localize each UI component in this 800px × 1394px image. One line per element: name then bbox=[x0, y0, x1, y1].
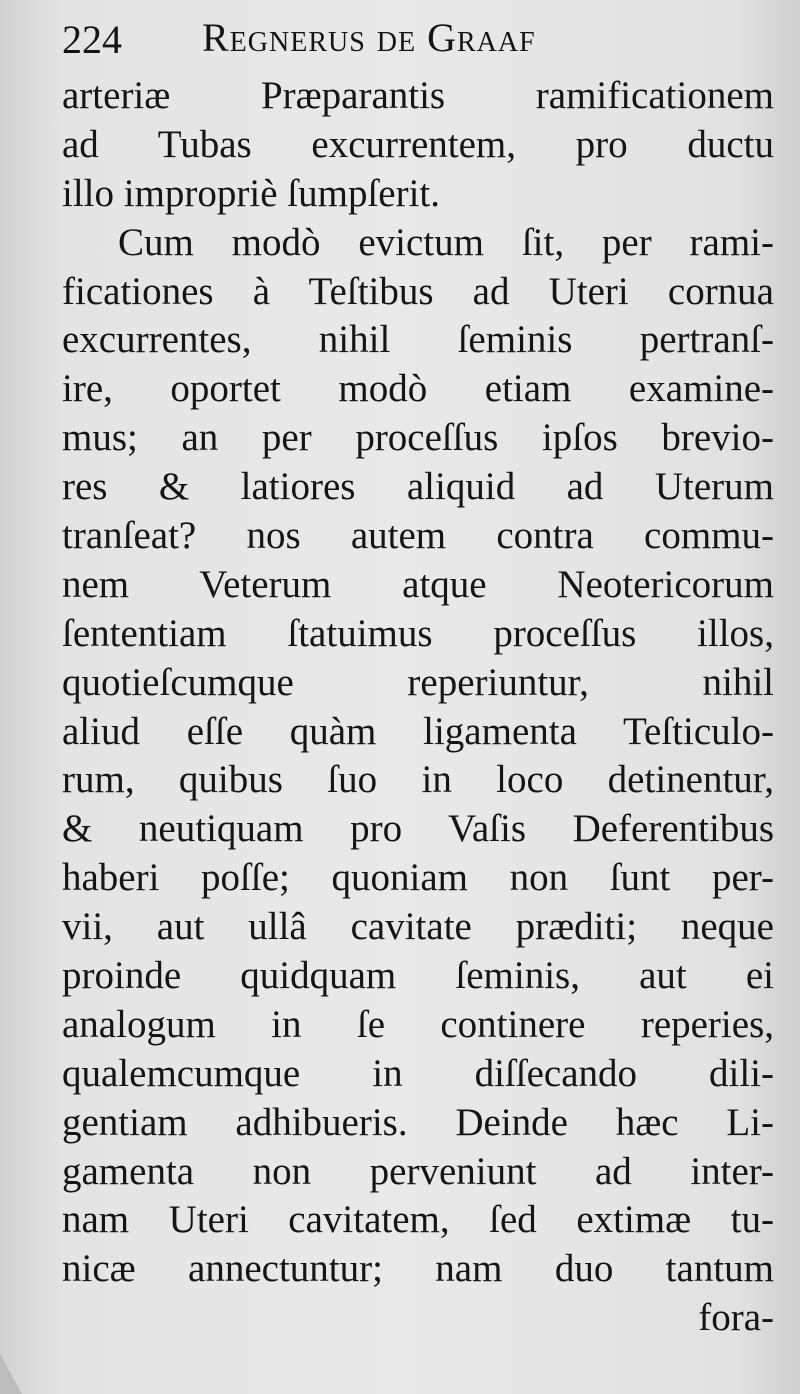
text-line: res & latiores aliquid ad Uterum bbox=[62, 465, 774, 509]
text-line: ad Tubas excurrentem, pro ductu bbox=[62, 122, 774, 166]
page-header bbox=[62, 10, 782, 70]
text-line: gamenta non perveniunt ad inter- bbox=[62, 1149, 774, 1193]
text-line: gentiam adhibueris. Deinde hæc Li- bbox=[62, 1100, 774, 1144]
text-line: & neutiquam pro Vaſis Deferentibus bbox=[62, 807, 774, 851]
text-line: quotieſcumque reperiuntur, nihil bbox=[62, 660, 774, 704]
text-line: aliud eſſe quàm ligamenta Teſticulo- bbox=[62, 709, 774, 753]
text-line: ficationes à Teſtibus ad Uteri cornua bbox=[62, 269, 774, 313]
text-line: haberi poſſe; quoniam non ſunt per- bbox=[62, 856, 774, 900]
page-number: 224 bbox=[62, 17, 122, 62]
text-line: excurrentes, nihil ſeminis pertranſ- bbox=[62, 318, 774, 362]
text-line: vii, aut ullâ cavitate præditi; neque bbox=[62, 905, 774, 949]
running-head: Regnerus de Graaf bbox=[202, 15, 536, 60]
text-line: nem Veterum atque Neotericorum bbox=[62, 562, 774, 606]
page-corner-shadow bbox=[0, 1354, 22, 1394]
text-line: ſententiam ſtatuimus proceſſus illos, bbox=[62, 611, 774, 655]
text-line: analogum in ſe continere reperies, bbox=[62, 1002, 774, 1046]
text-line: qualemcumque in diſſecando dili- bbox=[62, 1051, 774, 1095]
text-line: nicæ annectuntur; nam duo tantum bbox=[62, 1247, 774, 1291]
catchword: fora- bbox=[698, 1296, 774, 1340]
body-text bbox=[62, 72, 774, 1343]
text-line: ire, oportet modò etiam examine- bbox=[62, 367, 774, 411]
text-line: rum, quibus ſuo in loco detinentur, bbox=[62, 758, 774, 802]
text-line: illo impropriè ſumpſerit. bbox=[62, 171, 441, 215]
text-line: mus; an per proceſſus ipſos brevio- bbox=[62, 416, 774, 460]
text-line: arteriæ Præparantis ramificationem bbox=[62, 74, 774, 117]
text-line: Cum modò evictum ſit, per rami- bbox=[118, 220, 774, 264]
text-line: tranſeat? nos autem contra commu- bbox=[62, 514, 774, 558]
text-line: proinde quidquam ſeminis, aut ei bbox=[62, 954, 774, 998]
text-line: nam Uteri cavitatem, ſed extimæ tu- bbox=[62, 1198, 774, 1242]
